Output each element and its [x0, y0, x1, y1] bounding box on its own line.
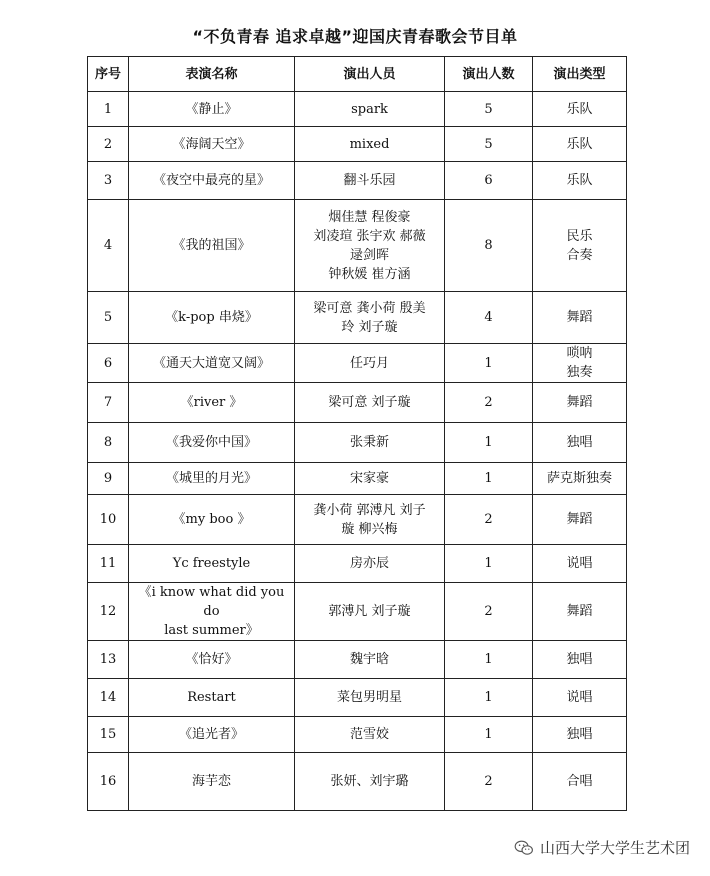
cell-name: 《恰好》 — [129, 641, 295, 679]
cell-performers: 任巧月 — [295, 344, 445, 383]
cell-type: 舞蹈 — [533, 292, 627, 344]
cell-count: 5 — [445, 127, 533, 162]
table-row — [88, 717, 627, 753]
cell-performers: 翻斗乐园 — [295, 162, 445, 200]
cell-name: 《我爱你中国》 — [129, 423, 295, 463]
header-type: 演出类型 — [533, 57, 627, 92]
table-row — [88, 679, 627, 717]
cell-performers: 范雪姣 — [295, 717, 445, 753]
cell-number: 6 — [88, 344, 129, 383]
header-number: 序号 — [88, 57, 129, 92]
cell-number: 5 — [88, 292, 129, 344]
cell-count: 2 — [445, 753, 533, 811]
cell-count: 8 — [445, 200, 533, 292]
cell-number: 7 — [88, 383, 129, 423]
header-count: 演出人数 — [445, 57, 533, 92]
header-name: 表演名称 — [129, 57, 295, 92]
cell-performers: 梁可意 刘子璇 — [295, 383, 445, 423]
cell-name: 《k-pop 串烧》 — [129, 292, 295, 344]
cell-performers: 房亦辰 — [295, 545, 445, 583]
cell-performers: 宋家豪 — [295, 463, 445, 495]
cell-type: 独唱 — [533, 641, 627, 679]
cell-performers: mixed — [295, 127, 445, 162]
cell-number: 9 — [88, 463, 129, 495]
cell-performers: 烟佳慧 程俊豪 刘凌瑄 张宇欢 郝薇 逯剑晖 钟秋媛 崔方涵 — [295, 200, 445, 292]
table-row — [88, 162, 627, 200]
table-row — [88, 200, 627, 292]
cell-name: 《追光者》 — [129, 717, 295, 753]
table-row — [88, 383, 627, 423]
table-row — [88, 545, 627, 583]
cell-performers: 郭溥凡 刘子璇 — [295, 583, 445, 641]
table-row — [88, 292, 627, 344]
cell-name: Restart — [129, 679, 295, 717]
table-row — [88, 753, 627, 811]
cell-name: 《夜空中最亮的星》 — [129, 162, 295, 200]
cell-type: 唢呐 独奏 — [533, 344, 627, 383]
table-row — [88, 641, 627, 679]
page-title: “不负青春 追求卓越”迎国庆青春歌会节目单 — [192, 27, 518, 46]
cell-number: 15 — [88, 717, 129, 753]
table-header-row — [88, 57, 627, 92]
cell-count: 1 — [445, 679, 533, 717]
table-row — [88, 92, 627, 127]
cell-performers: 龚小荷 郭溥凡 刘子 璇 柳兴梅 — [295, 495, 445, 545]
table-row — [88, 423, 627, 463]
cell-count: 1 — [445, 344, 533, 383]
program-table — [87, 56, 627, 811]
table-row — [88, 495, 627, 545]
cell-name: 《我的祖国》 — [129, 200, 295, 292]
cell-performers: spark — [295, 92, 445, 127]
watermark — [514, 837, 690, 858]
cell-performers: 张妍、刘宇璐 — [295, 753, 445, 811]
cell-type: 乐队 — [533, 127, 627, 162]
cell-name: 《静止》 — [129, 92, 295, 127]
cell-count: 1 — [445, 717, 533, 753]
cell-name: 《城里的月光》 — [129, 463, 295, 495]
cell-name: 《my boo 》 — [129, 495, 295, 545]
cell-type: 乐队 — [533, 162, 627, 200]
cell-performers: 张秉新 — [295, 423, 445, 463]
cell-count: 6 — [445, 162, 533, 200]
cell-type: 舞蹈 — [533, 583, 627, 641]
cell-name: 《river 》 — [129, 383, 295, 423]
cell-name: 《通天大道宽又阔》 — [129, 344, 295, 383]
cell-number: 3 — [88, 162, 129, 200]
cell-count: 2 — [445, 495, 533, 545]
cell-number: 10 — [88, 495, 129, 545]
cell-number: 8 — [88, 423, 129, 463]
cell-name: Yc freestyle — [129, 545, 295, 583]
cell-number: 13 — [88, 641, 129, 679]
cell-type: 说唱 — [533, 679, 627, 717]
cell-performers: 梁可意 龚小荷 殷美 玲 刘子璇 — [295, 292, 445, 344]
cell-type: 说唱 — [533, 545, 627, 583]
cell-performers: 魏宇晗 — [295, 641, 445, 679]
wechat-icon — [514, 840, 534, 856]
cell-name: 《i know what did you do last summer》 — [129, 583, 295, 641]
cell-type: 独唱 — [533, 717, 627, 753]
cell-count: 5 — [445, 92, 533, 127]
cell-number: 2 — [88, 127, 129, 162]
cell-number: 4 — [88, 200, 129, 292]
cell-count: 2 — [445, 583, 533, 641]
cell-number: 16 — [88, 753, 129, 811]
cell-count: 4 — [445, 292, 533, 344]
cell-type: 萨克斯独奏 — [533, 463, 627, 495]
cell-type: 乐队 — [533, 92, 627, 127]
table-row — [88, 127, 627, 162]
table-row — [88, 344, 627, 383]
cell-type: 民乐 合奏 — [533, 200, 627, 292]
cell-type: 舞蹈 — [533, 383, 627, 423]
cell-name: 《海阔天空》 — [129, 127, 295, 162]
cell-type: 独唱 — [533, 423, 627, 463]
cell-name: 海芋恋 — [129, 753, 295, 811]
cell-count: 1 — [445, 423, 533, 463]
table-row — [88, 463, 627, 495]
header-performers: 演出人员 — [295, 57, 445, 92]
watermark-text: 山西大学大学生艺术团 — [539, 839, 690, 857]
cell-count: 2 — [445, 383, 533, 423]
cell-number: 14 — [88, 679, 129, 717]
cell-performers: 菜包男明星 — [295, 679, 445, 717]
cell-count: 1 — [445, 641, 533, 679]
cell-number: 1 — [88, 92, 129, 127]
cell-number: 11 — [88, 545, 129, 583]
cell-type: 合唱 — [533, 753, 627, 811]
cell-number: 12 — [88, 583, 129, 641]
cell-count: 1 — [445, 545, 533, 583]
cell-count: 1 — [445, 463, 533, 495]
cell-type: 舞蹈 — [533, 495, 627, 545]
table-row — [88, 583, 627, 641]
